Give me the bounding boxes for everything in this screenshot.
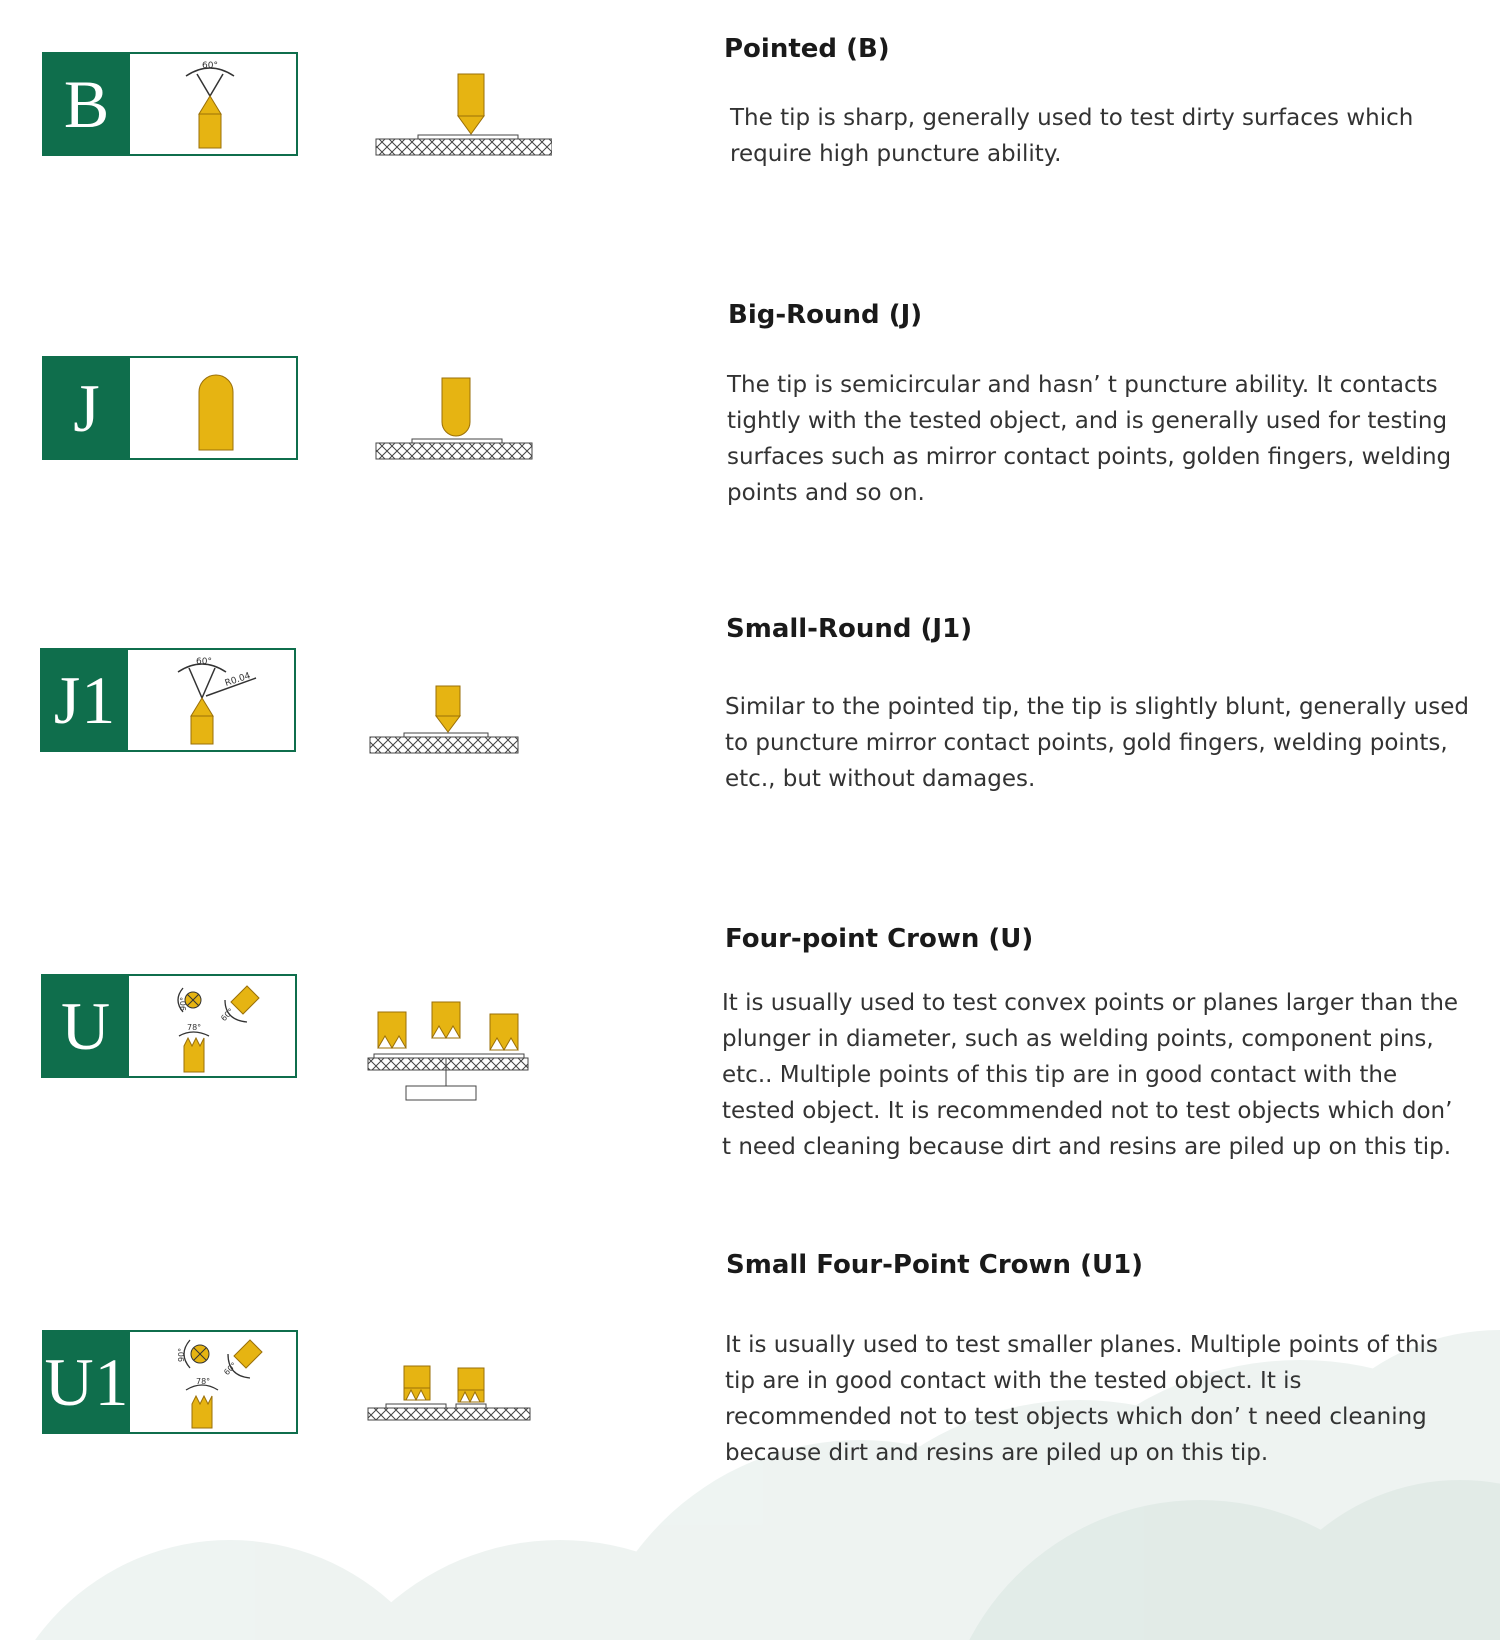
badge-j — [42, 356, 298, 460]
small-four-point-crown-contact-diagram — [366, 1360, 536, 1445]
tip-description: The tip is sharp, generally used to test dirty surfaces which require high puncture ability. — [730, 105, 1414, 167]
radius-label: R0.04 — [223, 671, 252, 689]
tip-title: Big-Round (J) — [728, 300, 923, 330]
pointed-tip-icon — [130, 54, 296, 154]
big-round-tip-icon — [130, 358, 296, 458]
badge-letter: J — [44, 358, 130, 458]
badge-u — [41, 974, 297, 1078]
tip-title: Small-Round (J1) — [726, 614, 973, 644]
tip-title: Four-point Crown (U) — [725, 924, 1034, 954]
badge-j1 — [40, 648, 296, 752]
angle-label: 60° — [202, 61, 218, 71]
angle-label: 60° — [222, 1360, 239, 1378]
pointed-contact-diagram — [372, 72, 552, 167]
four-point-crown-tip-icon — [129, 976, 295, 1076]
angle-label: 78° — [196, 1377, 211, 1386]
badge-letter: B — [44, 54, 130, 154]
tip-description: The tip is semicircular and hasn’ t puncture ability. It contacts tightly with the tested object, and is generally used for testing surfaces such as mirror contact points, golden fingers, welding points and so on. — [727, 372, 1452, 506]
badge-b — [42, 52, 298, 156]
tip-description: It is usually used to test smaller planes. Multiple points of this tip are in good contact with the tested object. It is recommended not to test objects which don’ t need cleaning because dirt and resins are piled up on this tip. — [725, 1332, 1438, 1466]
angle-label: 78° — [187, 1023, 202, 1032]
small-round-contact-diagram — [368, 680, 548, 775]
angle-label: 90° — [179, 996, 188, 1011]
badge-u1 — [42, 1330, 298, 1434]
angle-label: 90° — [177, 1347, 186, 1362]
angle-label: 60° — [196, 657, 212, 667]
four-point-crown-contact-diagram — [366, 996, 536, 1111]
small-four-point-crown-tip-icon — [130, 1332, 296, 1432]
tip-description: It is usually used to test convex points or planes larger than the plunger in diameter, such as welding points, component pins, etc.. Multiple points of this tip are in good contact with the tested object. It is recommended not to test objects which don’ t need cleaning because dirt and resins are piled up on this tip. — [722, 990, 1459, 1160]
badge-letter: U — [43, 976, 129, 1076]
badge-letter: U1 — [44, 1332, 130, 1432]
tip-title: Pointed (B) — [724, 34, 890, 64]
tip-description: Similar to the pointed tip, the tip is slightly blunt, generally used to puncture mirror contact points, gold fingers, welding points, etc., but without damages. — [725, 694, 1469, 792]
badge-letter: J1 — [42, 650, 128, 750]
small-round-tip-icon — [128, 650, 294, 750]
angle-label: 60° — [219, 1006, 236, 1024]
big-round-contact-diagram — [372, 376, 552, 471]
tip-title: Small Four-Point Crown (U1) — [726, 1250, 1144, 1280]
